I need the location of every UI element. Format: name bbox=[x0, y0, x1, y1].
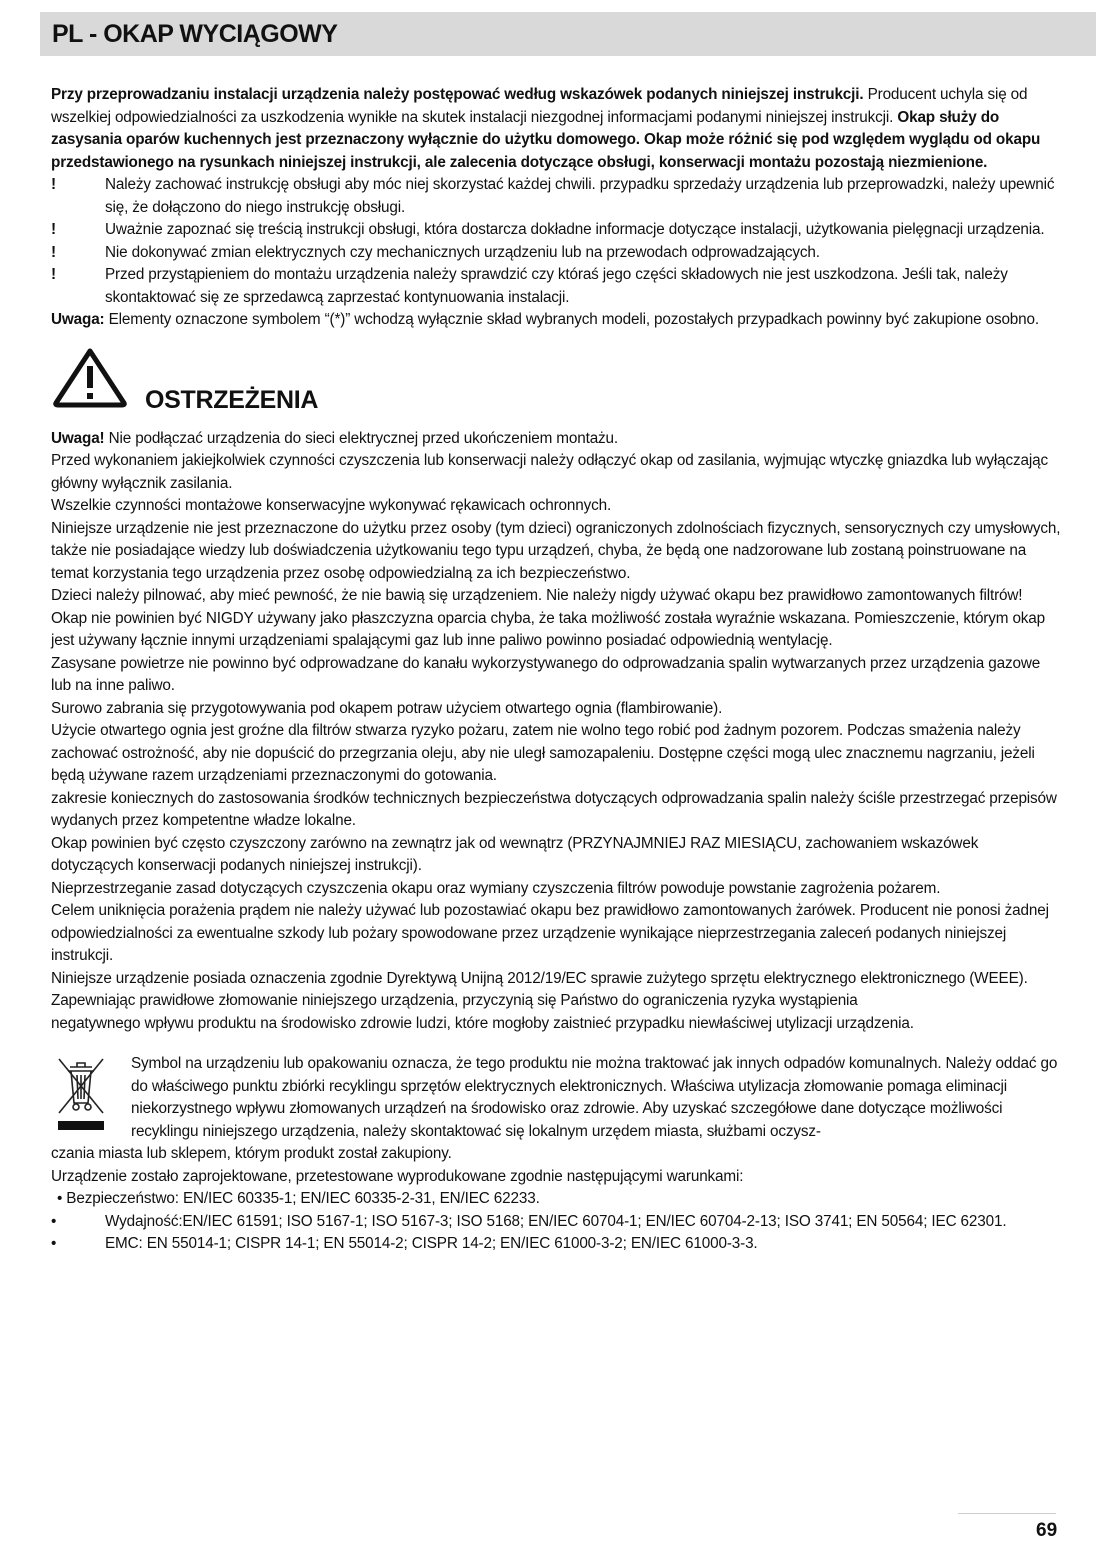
page-number: 69 bbox=[1036, 1520, 1058, 1541]
footer-divider bbox=[958, 1513, 1056, 1514]
notice-item bbox=[51, 219, 1061, 242]
warning-paragraph: Nieprzestrzeganie zasad dotyczących czyszczenia okapu oraz wymiany czyszczenia filtrów powoduje powstanie zagrożenia pożarem. bbox=[51, 879, 941, 897]
notice-text: Należy zachować instrukcję obsługi aby móc niej skorzystać każdej chwili. przypadku sprzedaży urządzenia lub przeprowadzki, należy upewnić się, że dołączono do niego instrukcję obsługi. bbox=[105, 176, 1055, 216]
standard-item-safety: • Bezpieczeństwo: EN/IEC 60335-1; EN/IEC 60335-2-31, EN/IEC 62233. bbox=[57, 1190, 540, 1207]
intro-bold-1: Przy przeprowadzaniu instalacji urządzenia należy postępować według wskazówek podanych niniejszej instrukcji. bbox=[51, 86, 864, 103]
bullet-icon: • bbox=[51, 1235, 57, 1252]
notice-text: Przed przystąpieniem do montażu urządzenia należy sprawdzić czy któraś jego części składowych nie jest uszkodzona. Jeśli tak, należy skontaktować się ze sprzedawcą zaprzestać kontynuowania instalacji. bbox=[105, 266, 1008, 306]
warning-paragraph: Celem uniknięcia porażenia prądem nie należy używać lub pozostawiać okapu bez prawidłowo zamontowanych żarówek. Producent nie ponosi żadnej odpowiedzialności za ewentualne szkody lub pożary spowodowane przez urządzenie wynikające nieprzestrzegania zaleceń podanych niniejszej instrukcji. bbox=[51, 902, 1049, 964]
crossed-bin-icon bbox=[51, 1053, 111, 1117]
notice-text: Uważnie zapoznać się treścią instrukcji obsługi, która dostarcza dokładne informacje dotyczące instalacji, użytkowania pielęgnacji urządzenia. bbox=[105, 221, 1045, 238]
intro-bold-2: Okap służy do zasysania oparów kuchennych jest przeznaczony wyłącznie do użytku domowego. Okap może różnić się pod względem wyglądu od okapu przedstawionego na rysunkach niniejszej instrukcji, ale zalecenia dotyczące obsługi, konserwacji montażu pozostają niezmienione. bbox=[51, 108, 1041, 171]
warning-uwaga-text: Nie podłączać urządzenia do sieci elektrycznej przed ukończeniem montażu. bbox=[104, 429, 619, 447]
warning-paragraph: Przed wykonaniem jakiejkolwiek czynności czyszczenia lub konserwacji należy odłączyć okap od zasilania, wyjmując wtyczkę gniazdka lub wyłączając główny wyłącznik zasilania. bbox=[51, 452, 1048, 492]
warning-paragraph: Dzieci należy pilnować, aby mieć pewność, że nie bawią się urządzeniem. Nie należy nigdy używać okapu bez prawidłowo zamontowanych filtrów! bbox=[51, 587, 1023, 604]
standard-item bbox=[51, 1211, 1061, 1234]
notice-item bbox=[51, 174, 1061, 219]
exclamation-icon: ! bbox=[51, 243, 56, 261]
warning-triangle-icon bbox=[51, 346, 129, 408]
intro-paragraph bbox=[51, 84, 1061, 174]
warning-paragraph: Wszelkie czynności montażowe konserwacyjne wykonywać rękawicach ochronnych. bbox=[51, 497, 612, 514]
warning-paragraph: Zasysane powietrze nie powinno być odprowadzane do kanału wykorzystywanego do odprowadzania spalin wytwarzanych przez urządzenia gazowe lub na inne paliwo. bbox=[51, 654, 1041, 694]
weee-text: Symbol na urządzeniu lub opakowaniu oznacza, że tego produktu nie można traktować jak innych odpadów komunalnych. Należy oddać go do właściwego punktu zbiórki recyklingu sprzętów elektrycznych elektronicznych. Właściwa utylizacja złomowanie pomaga eliminacji niekorzystnego wpływu złomowanych urządzeń na środowisko oraz zdrowie. Aby uzyskać szczegółowe dane dotyczące możliwości recyklingu niniejszego urządzenia, należy skontaktować się lokalnym urzędem miasta, służbami oczysz- bbox=[131, 1055, 1058, 1140]
exclamation-icon: ! bbox=[51, 266, 56, 283]
warning-paragraph: zakresie koniecznych do zastosowania środków technicznych bezpieczeństwa dotyczących odprowadzania spalin należy ściśle przestrzegać przepisów wydanych przez kompetentne władze lokalne. bbox=[51, 789, 1057, 829]
page-title: PL - OKAP WYCIĄGOWY bbox=[52, 20, 338, 48]
uwaga-text: Elementy oznaczone symbolem “(*)” wchodzą wyłącznie skład wybranych modeli, pozostałych przypadkach powinny być zakupione osobno. bbox=[104, 311, 1039, 328]
exclamation-icon: ! bbox=[51, 221, 56, 238]
bullet-icon: • bbox=[51, 1212, 57, 1230]
warnings-title: OSTRZEŻENIA bbox=[145, 385, 319, 414]
standard-text: Wydajność:EN/IEC 61591; ISO 5167-1; ISO 5167-3; ISO 5168; EN/IEC 60704-1; EN/IEC 60704-2-13; ISO 3741; EN 50564; IEC 62301. bbox=[105, 1212, 1007, 1230]
warning-paragraph: Użycie otwartego ognia jest groźne dla filtrów stwarza ryzyko pożaru, zatem nie wolno tego robić pod żadnym pozorem. Podczas smażenia należy zachować ostrożność, aby nie dopuścić do przegrzania oleju, aby nie uległ samozapaleniu. Dostępne części mogą ulec znacznemu nagrzaniu, jeżeli będą używane razem urządzeniami przeznaczonymi do gotowania. bbox=[51, 722, 1035, 784]
weee-bar-icon bbox=[58, 1121, 104, 1130]
warning-paragraph: Niniejsze urządzenie posiada oznaczenia zgodnie Dyrektywą Unijną 2012/19/EC sprawie zużytego sprzętu elektrycznego elektronicznego (WEEE). bbox=[51, 969, 1028, 987]
warning-paragraph: Zapewniając prawidłowe złomowanie niniejszego urządzenia, przyczynią się Państwo do ograniczenia ryzyka wystąpienia bbox=[51, 992, 858, 1009]
warnings-heading bbox=[51, 346, 1061, 428]
standard-text: EMC: EN 55014-1; CISPR 14-1; EN 55014-2; CISPR 14-2; EN/IEC 61000-3-2; EN/IEC 61000-3-3. bbox=[105, 1235, 758, 1252]
uwaga-note bbox=[51, 309, 1061, 332]
weee-text-tail: czania miasta lub sklepem, którym produkt został zakupiony. bbox=[51, 1145, 452, 1162]
standard-item bbox=[51, 1233, 1061, 1256]
warning-paragraph: negatywnego wpływu produktu na środowisko zdrowie ludzi, które mogłoby zaistnieć przypadku niewłaściwej utylizacji urządzenia. bbox=[51, 1014, 914, 1032]
warning-uwaga bbox=[51, 428, 1061, 451]
page-header bbox=[40, 12, 1096, 56]
document-body bbox=[51, 84, 1061, 1256]
notice-item bbox=[51, 264, 1061, 309]
intro-text-1: Producent uchyla się od wszelkiej odpowiedzialności za uszkodzenia wynikłe na skutek instalacji niezgodnej informacjami podanymi niniejszej instrukcji. bbox=[51, 86, 1028, 126]
warning-paragraph: Surowo zabrania się przygotowywania pod okapem potraw użyciem otwartego ognia (flambirowanie). bbox=[51, 699, 723, 717]
warning-paragraph: Niniejsze urządzenie nie jest przeznaczone do użytku przez osoby (tym dzieci) ograniczonych zdolnościach fizycznych, sensorycznych czy umysłowych, także nie posiadające wiedzy lub doświadczenia użytkowaniu tego typu urządzeń, chyba, że będą one nadzorowane lub zostaną poinstruowane na temat korzystania tego urządzenia przez osobę odpowiedzialną za ich bezpieczeństwo. bbox=[51, 519, 1061, 582]
warning-uwaga-label: Uwaga! bbox=[51, 429, 105, 447]
warning-paragraph: Okap powinien być często czyszczony zarówno na zewnątrz jak od wewnątrz (PRZYNAJMNIEJ RAZ MIESIĄCU, zachowaniem wskazówek dotyczących konserwacji podanych niniejszej instrukcji). bbox=[51, 834, 979, 874]
warning-paragraph: Okap nie powinien być NIGDY używany jako płaszczyzna oparcia chyba, że taka możliwość została wyraźnie wskazana. Pomieszczenie, którym okap jest używany łącznie innymi urządzeniami spalającymi gaz lub inne paliwo powinno posiadać odpowiednią wentylację. bbox=[51, 609, 1046, 649]
notice-text: Nie dokonywać zmian elektrycznych czy mechanicznych urządzeniu lub na przewodach odprowadzających. bbox=[105, 243, 820, 261]
standards-intro: Urządzenie zostało zaprojektowane, przetestowane wyprodukowane zgodnie następującymi warunkami: bbox=[51, 1167, 744, 1185]
notice-item bbox=[51, 242, 1061, 265]
weee-section bbox=[51, 1053, 1061, 1166]
exclamation-icon: ! bbox=[51, 176, 56, 193]
uwaga-label: Uwaga: bbox=[51, 311, 105, 328]
